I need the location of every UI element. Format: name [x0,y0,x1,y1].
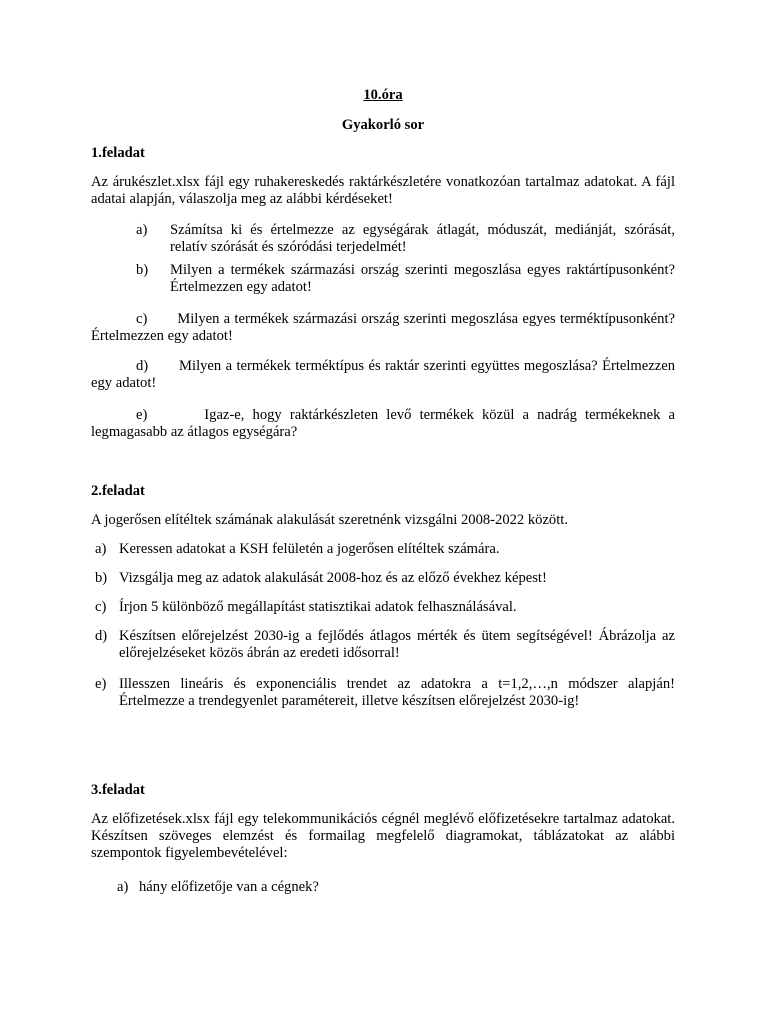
task3-item-a-text: hány előfizetője van a cégnek? [139,879,319,895]
task2-item-e-text: Illesszen lineáris és exponenciális trendet az adatokra a t=1,2,…,n módszer alapján! Értelmezze a trendegyenlet paramétereit, illetve készítsen előrejelzést 2030-ig! [119,676,675,709]
task1-item-d-text: Milyen a termékek terméktípus és raktár szerinti együttes megoszlása? Értelmezzen egy adatot! [91,358,675,391]
task2-item-c-text: Írjon 5 különböző megállapítást statisztikai adatok felhasználásával. [119,599,517,615]
task1-item-e [91,407,675,441]
task1-item-b-marker: b) [136,262,149,278]
task1-item-c-text: Milyen a termékek származási ország szerinti megoszlása egyes terméktípusonként? Értelmezzen egy adatot! [91,311,675,344]
task2-intro: A jogerősen elítéltek számának alakulását szeretnénk vizsgálni 2008-2022 között. [91,512,568,528]
task2-item-a [95,541,675,558]
task1-heading: 1.feladat [91,145,145,161]
task2-item-d [95,628,675,662]
task2-item-b [95,570,675,587]
task3-heading: 3.feladat [91,782,145,798]
task2-item-c-marker: c) [95,599,107,615]
task1-intro: Az árukészlet.xlsx fájl egy ruhakereskedés raktárkészletére vonatkozóan tartalmaz adatokat. A fájl adatai alapján, válaszolja meg az alábbi kérdéseket! [91,174,675,207]
document-subtitle: Gyakorló sor [341,117,425,133]
lesson-title: 10.óra [363,87,403,103]
task2-item-d-marker: d) [95,628,108,644]
task2-item-c [95,599,675,616]
task2-item-a-marker: a) [95,541,107,557]
task3-item-a-marker: a) [117,879,129,895]
task1-item-a-text: Számítsa ki és értelmezze az egységárak átlagát, móduszát, mediánját, szórását, relatív szórását és szóródási terjedelmét! [170,222,675,255]
task2-item-b-text: Vizsgálja meg az adatok alakulását 2008-hoz és az előző évekhez képest! [119,570,547,586]
task2-item-e [95,676,675,710]
task1-item-b-text: Milyen a termékek származási ország szerinti megoszlása egyes raktártípusonként? Értelmezzen egy adatot! [170,262,675,295]
task2-item-e-marker: e) [95,676,107,692]
task1-item-a [136,222,675,256]
task3-item-a [117,879,675,896]
task2-item-d-text: Készítsen előrejelzést 2030-ig a fejlődés átlagos mérték és ütem segítségével! Ábrázolja az előrejelzéseket közös ábrán az eredeti idősorral! [119,628,675,661]
task1-item-d [91,358,675,392]
task1-item-e-marker: e) [136,407,148,423]
task1-item-e-text: Igaz-e, hogy raktárkészleten levő termékek közül a nadrág termékeknek a legmagasabb az átlagos egységára? [91,407,675,440]
task3-intro: Az előfizetések.xlsx fájl egy telekommunikációs cégnél meglévő előfizetésekre tartalmaz adatokat. Készítsen szöveges elemzést és formailag megfelelő diagramokat, táblázatokat az alábbi szempontok figyelembevételével: [91,811,675,861]
task2-heading: 2.feladat [91,483,145,499]
task1-item-d-marker: d) [136,358,149,374]
task1-item-a-marker: a) [136,222,148,238]
task1-item-b [136,262,675,296]
task1-item-c-marker: c) [136,311,148,327]
task2-item-b-marker: b) [95,570,108,586]
task2-item-a-text: Keressen adatokat a KSH felületén a jogerősen elítéltek számára. [119,541,500,557]
task1-item-c [91,311,675,345]
